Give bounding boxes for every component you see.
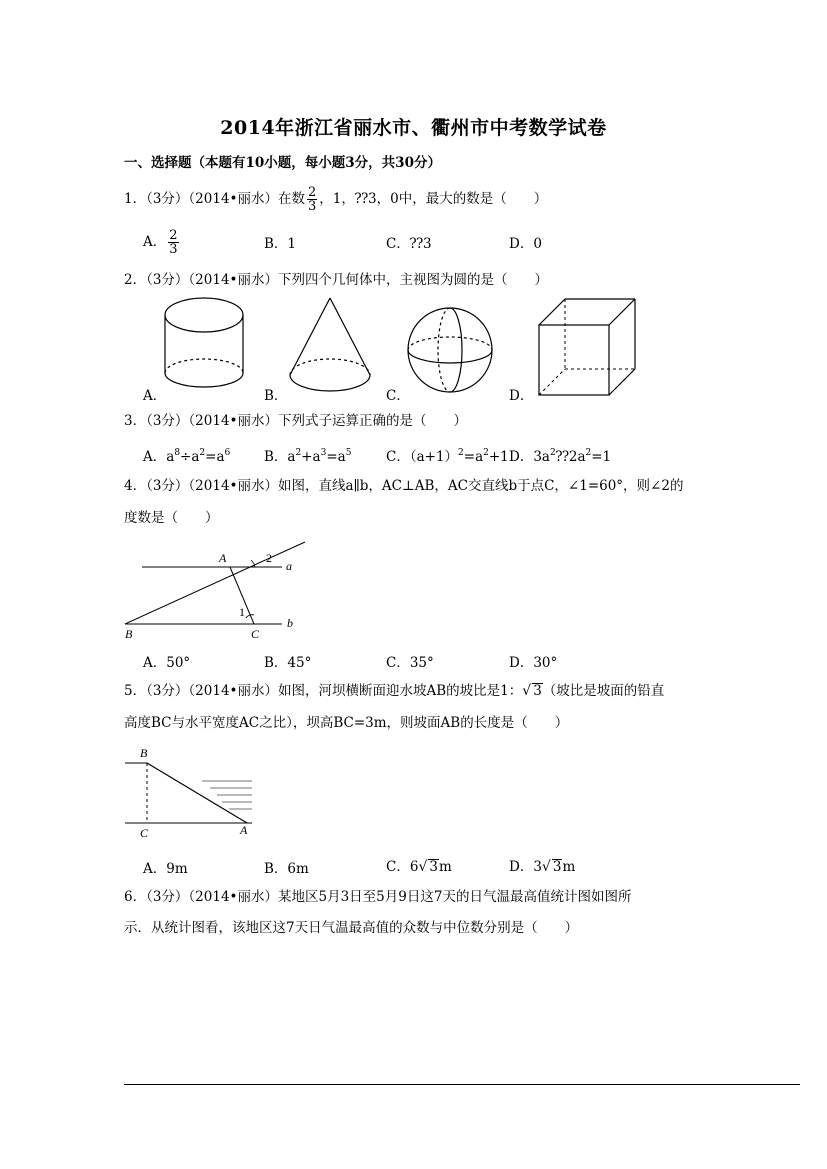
question-5-stem-line1: 5．（3分）（2014•丽水）如图，河坝横断面迎水坡AB的坡比是1：√ 3（坡比是坡面的铅直 xyxy=(124,683,665,699)
cone-figure xyxy=(285,295,375,395)
question-6-stem-line2: 示．从统计图看，该地区这7天日气温最高值的众数与中位数分别是（ ） xyxy=(124,920,579,936)
q5-option-d: D．3√ 3m xyxy=(509,859,576,875)
q4-option-d: D．30° xyxy=(509,655,558,671)
footer-divider xyxy=(124,1084,800,1085)
q5-option-a: A．9m xyxy=(143,861,188,877)
question-6-stem-line1: 6．（3分）（2014•丽水）某地区5月3日至5月9日这7天的日气温最高值统计图如图所 xyxy=(124,889,632,905)
q3-option-c: C．$(a+1)^2=a^2+1$ xyxy=(386,448,509,465)
label-C: C xyxy=(140,826,149,840)
q1-option-a: A． $\frac{2}{3}$ xyxy=(143,228,178,257)
cylinder-figure xyxy=(160,295,250,395)
fraction: $\frac{2}{3}$ xyxy=(308,185,317,214)
label-angle-2: 2 xyxy=(266,551,272,565)
q3-option-a: A．$a^8\div a^2=a^6$ xyxy=(143,448,231,465)
question-2-stem: 2．（3分）（2014•丽水）下列四个几何体中，主视图为圆的是（ ） xyxy=(124,272,548,288)
q2-option-c: C． xyxy=(386,388,410,404)
label-A: A xyxy=(240,823,248,837)
q2-option-d: D． xyxy=(509,388,534,404)
label-B: B xyxy=(125,627,133,641)
label-B: B xyxy=(140,746,148,760)
q2-option-b: B． xyxy=(264,388,288,404)
section-heading: 一、选择题（本题有10小题，每小题3分，共30分） xyxy=(124,155,441,171)
question-1-stem: 1．（3分）（2014•丽水）在数 $\frac{2}{3}$ ，1，⁇3，0中，最大的数是（ ） xyxy=(124,185,548,214)
question-5-stem-line2: 高度BC与水平宽度AC之比），坝高BC=3m，则坡面AB的长度是（ ） xyxy=(124,715,569,731)
label-C: C xyxy=(251,627,260,641)
cube-figure xyxy=(535,295,640,400)
parallel-lines-figure xyxy=(120,540,310,645)
question-3-stem: 3．（3分）（2014•丽水）下列式子运算正确的是（ ） xyxy=(124,413,467,429)
label-b: b xyxy=(287,616,293,630)
q2-option-a: A． xyxy=(143,388,167,404)
question-4-stem-line1: 4．（3分）（2014•丽水）如图，直线a∥b，AC⊥AB，AC交直线b于点C，∠1=60°，则∠2的 xyxy=(124,478,684,494)
q4-option-b: B．45° xyxy=(264,655,312,671)
q3-option-d: D．$3a^2⁇2a^2=1$ xyxy=(509,448,612,465)
q1-option-c: C．⁇3 xyxy=(386,236,432,252)
dam-cross-section-figure xyxy=(122,745,257,840)
q1-option-d: D．0 xyxy=(509,236,542,252)
q5-option-c: C．6√ 3m xyxy=(386,859,452,875)
label-A: A xyxy=(219,551,227,565)
q4-option-c: C．35° xyxy=(386,655,434,671)
question-4-stem-line2: 度数是（ ） xyxy=(124,510,219,526)
sphere-figure xyxy=(405,305,495,395)
q5-option-b: B．6m xyxy=(264,861,309,877)
q3-option-b: B．$a^2+a^3=a^5$ xyxy=(264,448,352,465)
label-a: a xyxy=(286,559,292,573)
q4-option-a: A．50° xyxy=(143,655,191,671)
label-angle-1: 1 xyxy=(239,605,245,619)
page-title: 2014年浙江省丽水市、衢州市中考数学试卷 xyxy=(220,117,607,139)
q1-option-b: B．1 xyxy=(264,236,297,252)
